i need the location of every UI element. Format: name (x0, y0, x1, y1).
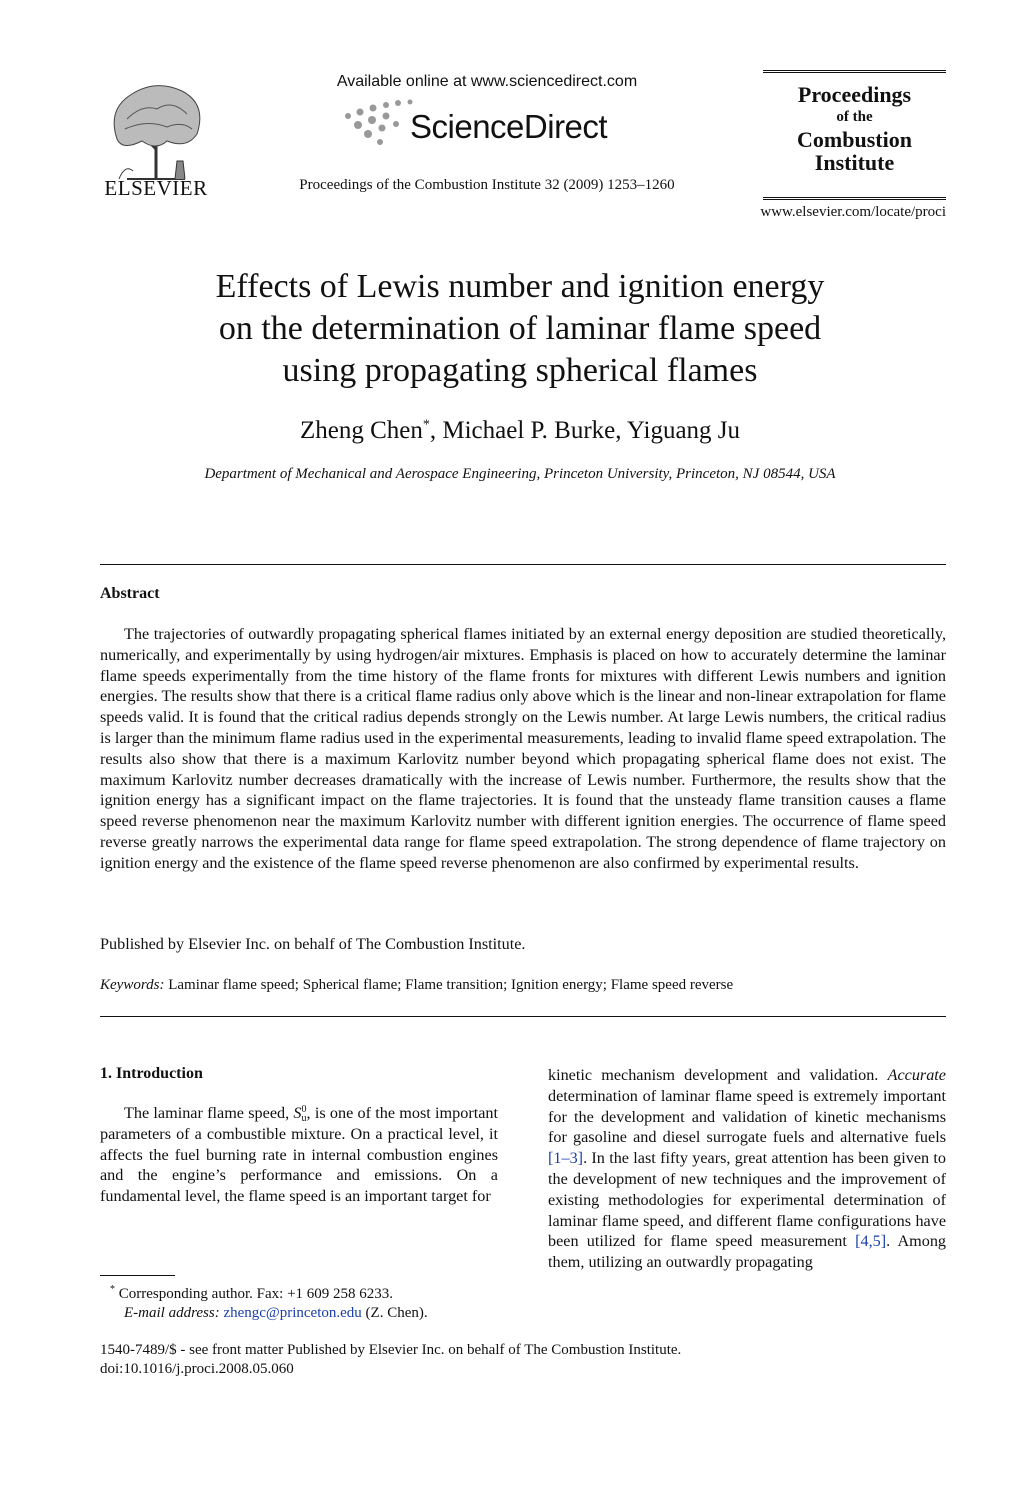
article-title (120, 266, 920, 392)
intro-paragraph: The laminar flame speed, S 0 u , is one of the most important parameters of a combustible mixture. On a practical level, it affects the fuel burning rate in internal combustion engines and the engine’s performance and emissions. On a fundamental level, the flame speed is an important target for (100, 1104, 498, 1206)
author-list (120, 417, 920, 445)
email-link[interactable]: zhengc@princeton.edu (223, 1305, 362, 1321)
right-column-text (548, 1065, 946, 1273)
elsevier-wordmark: ELSEVIER (104, 176, 208, 200)
available-online-text: Available online at www.sciencedirect.com (336, 73, 638, 90)
title-line: on the determination of laminar flame speed (218, 310, 822, 347)
divider (100, 1016, 946, 1017)
abstract-paragraph: The trajectories of outwardly propagating spherical flames initiated by an external energy deposition are studied theoretically, numerically, and experimentally by using hydrogen/air mixtures. Emphasis is placed on how to accurately determine the laminar flame speeds experimentally from the time history of the flame fronts for mixtures with different Lewis numbers and ignition energies. The results show that there is a critical flame radius only above which is the linear and non-linear extrapolation for flame speeds valid. It is found that the critical radius depends strongly on the Lewis number. At large Lewis numbers, the critical radius is larger than the minimum flame radius used in the experimental measurements, leading to invalid flame speed extrapolation. The results also show that there is a maximum Karlovitz number beyond which propagating spherical flame does not exist. The maximum Karlovitz number decreases dramatically with the increase of Lewis number. Furthermore, the results show that the ignition energy has a significant impact on the flame trajectories. It is found that the unsteady flame transition causes a flame speed reverse phenomenon near the maximum Karlovitz number with different ignition energies. The occurrence of flame speed reverse greatly narrows the experimental data range for flame speed extrapolation. The strong dependence of flame trajectory on ignition energy and the existence of the flame speed reverse phenomenon are also confirmed by experimental results. (100, 625, 946, 872)
journal-title-box (763, 70, 946, 200)
journal-box-line: Proceedings (797, 82, 912, 107)
section-heading: 1. Introduction (100, 1065, 203, 1082)
doi-link[interactable]: doi:10.1016/j.proci.2008.05.060 (100, 1361, 294, 1377)
email-label: E-mail address: (124, 1305, 220, 1321)
divider (100, 564, 946, 565)
author-first: Zheng Chen (299, 417, 423, 444)
reference-link[interactable]: [1–3] (548, 1149, 584, 1168)
title-line: using propagating spherical flames (282, 352, 758, 389)
published-statement: Published by Elsevier Inc. on behalf of The Combustion Institute. (100, 935, 526, 953)
issn-doi-block (100, 1341, 681, 1379)
journal-url-link[interactable]: www.elsevier.com/locate/proci (760, 204, 946, 220)
footnote-corresponding: Corresponding author. Fax: +1 609 258 6233. (118, 1286, 394, 1302)
abstract-body (100, 624, 946, 874)
journal-box-line: of the (836, 109, 873, 126)
corresponding-mark[interactable]: * (422, 417, 430, 433)
footnote-divider (100, 1275, 175, 1276)
keywords-label: Keywords: (100, 977, 165, 993)
affiliation: Department of Mechanical and Aerospace Engineering, Princeton University, Princeton, NJ 08544, USA (204, 466, 836, 482)
author-rest: , Michael P. Burke, Yiguang Ju (429, 417, 741, 444)
keywords-list: Laminar flame speed; Spherical flame; Flame transition; Ignition energy; Flame speed reverse (168, 977, 734, 993)
journal-citation: Proceedings of the Combustion Institute 32 (2009) 1253–1260 (299, 177, 675, 193)
footnote: * Corresponding author. Fax: +1 609 258 6233. E-mail address: zhengc@princeton.edu (Z. Chen). (110, 1284, 428, 1321)
keywords-line (100, 977, 733, 994)
reference-link[interactable]: [4,5] (855, 1232, 887, 1251)
journal-box-line: Institute (814, 149, 895, 175)
journal-box-line: Combustion (797, 126, 912, 152)
title-line: Effects of Lewis number and ignition energy (215, 268, 825, 305)
intro-paragraph: kinetic mechanism development and validation. Accurate determination of laminar flame speed is extremely important for the development and validation of kinetic mechanisms for gasoline and diesel surrogate fuels and alternative fuels [1–3]. In the last fifty years, great attention has been given to the development of new techniques and the improvement of existing methodologies for experimental determination of laminar flame speed, and different flame configurations have been utilized for flame speed measurement [4,5]. Among them, utilizing an outwardly propagating (548, 1066, 947, 1272)
sciencedirect-wordmark: ScienceDirect (410, 108, 608, 145)
issn-line: 1540-7489/$ - see front matter Published by Elsevier Inc. on behalf of The Combustion Institute. (100, 1342, 682, 1358)
left-column-text (100, 1103, 498, 1207)
abstract-heading: Abstract (100, 585, 160, 602)
